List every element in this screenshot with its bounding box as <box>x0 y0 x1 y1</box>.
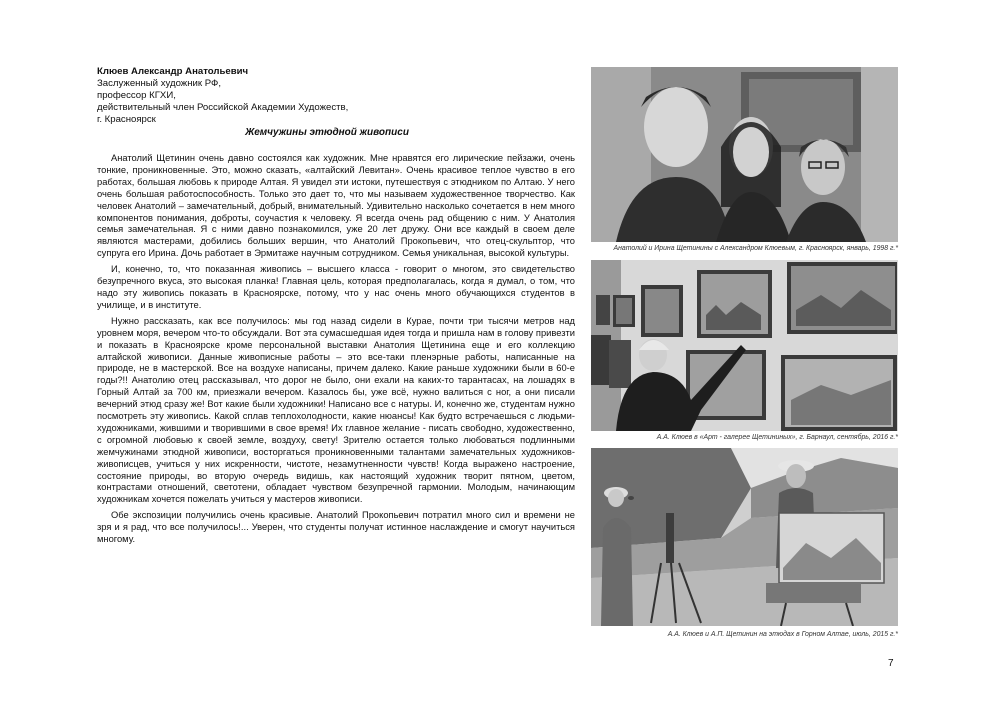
paragraph: И, конечно, то, что показанная живопись – высшего класса - говорит о многом, это свидетельство безупречного вкуса, это высокая планка! Главная цель, которая предполагалась, когда я думал, о том, что надо эту живопись показать в Красноярске, потому, что у нас очень много обучающихся студентов в училище, и в институте. <box>97 264 575 310</box>
photo-gallery <box>591 260 898 431</box>
article-body <box>97 153 575 550</box>
photo-portrait-image <box>591 67 898 242</box>
author-block <box>97 66 557 126</box>
photo-plein-air <box>591 448 898 626</box>
author-title-line: Заслуженный художник РФ, <box>97 78 221 89</box>
paragraph: Обе экспозиции получились очень красивые. Анатолий Прокопьевич потратил много сил и времени не зря и я рад, что все получилось!... Уверен, что студенты получат истинное наслаждение и смогут научиться многому. <box>97 510 575 545</box>
photo-portrait <box>591 67 898 242</box>
photo-plein-air-image <box>591 448 898 626</box>
page-number: 7 <box>888 658 894 669</box>
photo-gallery-image <box>591 260 898 431</box>
paragraph: Нужно рассказать, как все получилось: мы год назад сидели в Курае, почти три тысячи метров над уровнем моря, вечером что-то обсуждали. Вот эта сумасшедшая идея тогда и пришла нам в голову привезти и показать в Красноярске кроме персональной выставки Анатолия Щетинина еще и его коллекцию алтайской живописи. Данные живописные работы – это все-таки пленэрные работы, написанные на природе, не в мастерской. Все на воздухе написаны, причем далеко. Какие раньше художники были в 60-е годы?!! Анатолию отец рассказывал, что дорог не было, они ехали на каких-то тарантасах, на лошадях в Горный Алтай за 700 км, приезжали вечером. Казалось бы, уже всё, нужно валиться с ног, а они писали вечерний этюд сразу же! Вот какие были художники! Написано все с натуры. И, конечно же, студентам нужно посмотреть эту живопись. Какой сплав теплохолодности, какие нюансы! Как будто встречаешься с людьми-художниками, жившими и творившими в свое время! Их главное желание - писать свободно, художественно, с огромной любовью к своей земле, воздуху, свету! Зрителю остается только любоваться подлинными жемчужинами этюдной живописи, восторгаться проникновенными талантами замечательных художников-живописцев, учиться у них искренности, чистоте, незамутненности чувств! Когда выражено настроение, состояние природы, во вторую очередь видишь, как настоящий художник творит пятном, цветом, контрастами отношений, светотени, обладает чувством безупречной гармонии. Молодым, начинающим художникам хочется пожелать учиться у мастеров живописи. <box>97 315 575 505</box>
author-title-line: действительный член Российской Академии Художеств, <box>97 102 349 113</box>
article-title: Жемчужины этюдной живописи <box>245 127 409 138</box>
photo-caption: А.А. Клюев в «Арт - галерее Щетининых», г. Барнаул, сентябрь, 2016 г.* <box>656 434 898 441</box>
photo-caption: А.А. Клюев и А.П. Щетинин на этюдах в Горном Алтае, июль, 2015 г.* <box>667 631 898 638</box>
author-title-line: профессор КГХИ, <box>97 90 176 101</box>
paragraph: Анатолий Щетинин очень давно состоялся как художник. Мне нравятся его лирические пейзажи, очень тонкие, проникновенные. Это, можно сказать, «алтайский Левитан». Очень красивое теплое чувство в его работах, большая любовь к природе Алтая. Я увидел эти истоки, путешествуя с этюдником по Алтаю. У него очень большая работоспособность. Только это дает то, что мы называем художественное творчество. Как человек Анатолий – замечательный, добрый, внимательный. Удивительно насколько сочетается в нем много компонентов понимания, доброты, соучастия к человеку. Я всегда очень рад общению с ним. У Анатолия семья замечательная. Я с ними давно познакомился, уже 20 лет дружу. Они все каждый в своем деле являются мастерами, добились больших вершин, что Анатолий Прокопьевич, что отец-скульптор, что супруга его Ирина. Дочь работает в Эрмитаже научным сотрудником. Семья уникальная, высокой культуры. <box>97 153 575 259</box>
author-title-line: г. Красноярск <box>97 114 156 125</box>
author-name: Клюев Александр Анатольевич <box>97 66 249 77</box>
photo-caption: Анатолий и Ирина Щетинины с Александром Клюевым, г. Красноярск, январь, 1998 г.* <box>613 245 898 252</box>
